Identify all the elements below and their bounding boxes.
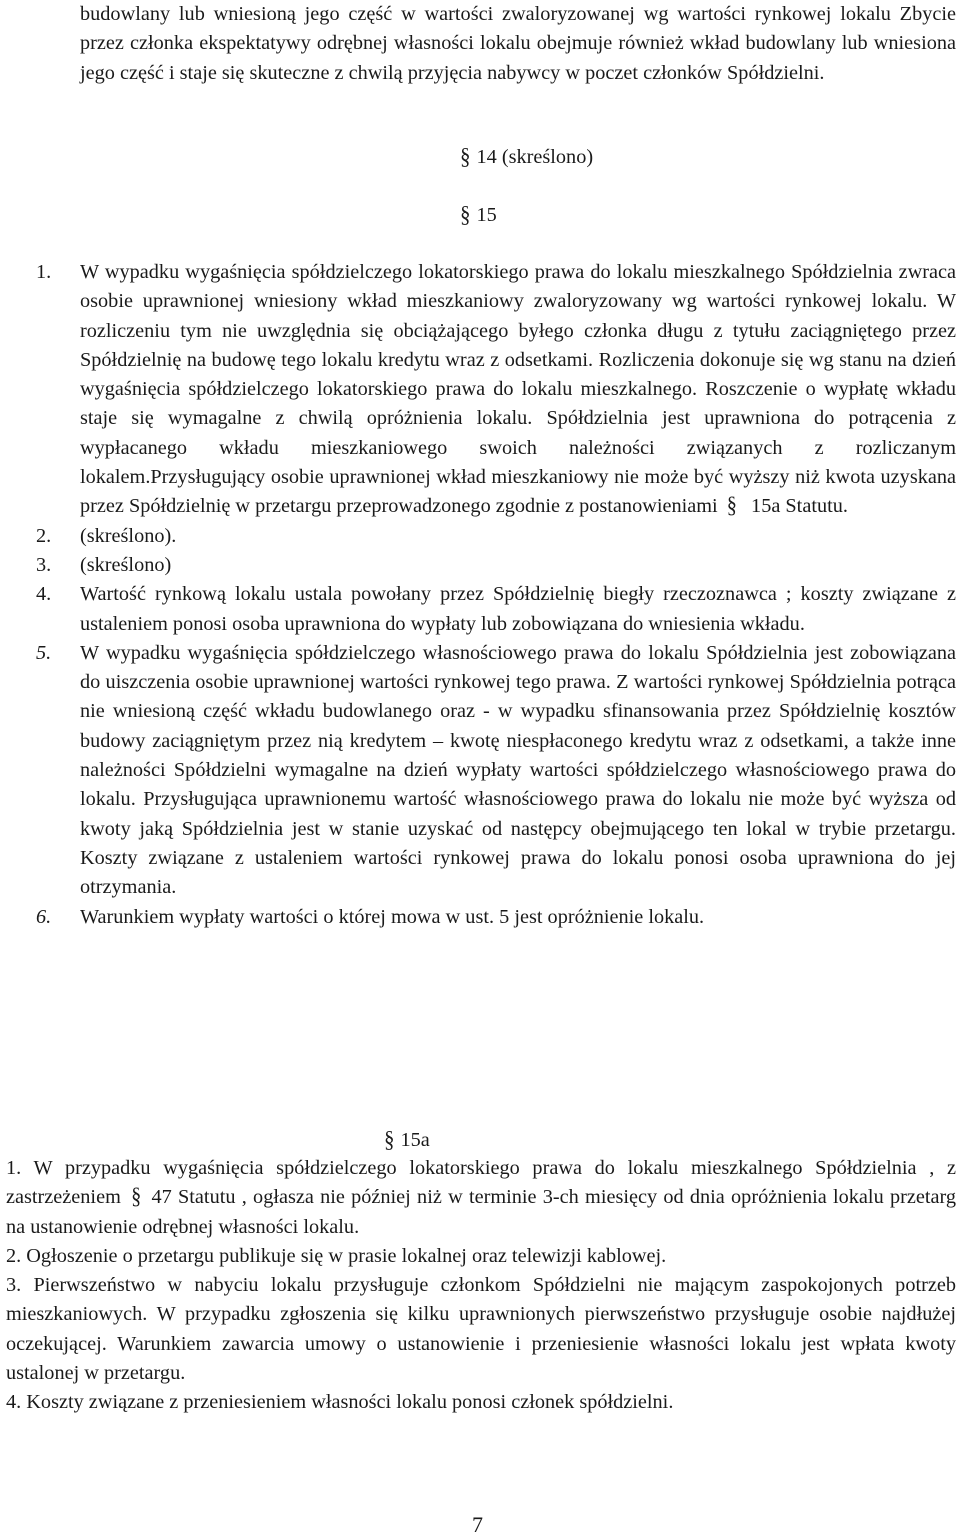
section-15-label: 15 xyxy=(476,204,497,226)
section-sign: § xyxy=(726,493,737,519)
list-item xyxy=(36,580,956,639)
item-number: 5. xyxy=(36,641,52,664)
page-number: 7 xyxy=(472,1512,483,1537)
section-15a-paragraph-3: 3. Pierwszeństwo w nabyciu lokalu przysługuje członkom Spółdzielni nie mającym zaspokojonych potrzeb mieszkaniowych. W przypadku zgłoszenia się kilku uprawnionych pierwszeństwo przysługuje osobie najdłużej oczekującej. Warunkiem zawarcia umowy o ustanowienie i przeniesienie własności lokalu jest wpłata kwoty ustalonej w przetargu. xyxy=(6,1274,956,1385)
section-sign: § xyxy=(131,1184,142,1210)
item-text: W wypadku wygaśnięcia spółdzielczego własnościowego prawa do lokalu Spółdzielnia jest zobowiązana do uiszczenia osobie uprawnionej wartości rynkowej tego prawa. Z wartości rynkowej Spółdzielnia potrąca nie wniesioną część wkładu budowlanego oraz - w wypadku sfinansowania przez Spółdzielnię kosztów budowy zaciągniętym przez nią kredytem – kwotę niespłaconego kredytu wraz z odsetkami, a także inne należności Spółdzielni wymagalne na dzień wypłaty wartości spółdzielczego własnościowego prawa do lokalu. Przysługująca uprawnionemu wartość własnościowego prawa do lokalu nie może być wyższa od kwoty jaką Spółdzielnia jest w stanie uzyskać od następcy obejmującego ten lokal w trybie przetargu. Koszty związane z ustaleniem wartości rynkowej prawa do lokalu ponosi osoba uprawniona do jej otrzymania. xyxy=(80,641,956,899)
item-number: 2. xyxy=(36,524,52,547)
intro-paragraph: budowlany lub wniesioną jego część w wartości zwaloryzowanej wg wartości rynkowej lokalu Zbycie przez członka ekspektatywy odrębnej własności lokalu obejmuje również wkład budowlany lub wniesiona jego część i staje się skuteczne z chwilą przyjęcia nabywcy w poczet członków Spółdzielni. xyxy=(80,3,956,84)
section-15a-label: 15a xyxy=(400,1129,430,1151)
list-item xyxy=(36,639,956,903)
list-item xyxy=(36,903,956,932)
list-item xyxy=(36,522,956,551)
section-14-label: 14 (skreślono) xyxy=(476,146,594,168)
section-15a-paragraph-4: 4. Koszty związane z przeniesieniem własności lokalu ponosi członek spółdzielni. xyxy=(6,1391,674,1414)
section-15-list xyxy=(36,258,956,932)
item-text: W wypadku wygaśnięcia spółdzielczego lokatorskiego prawa do lokalu mieszkalnego Spółdzielnia zwraca osobie uprawnionej wniesiony wkład mieszkaniowy zwaloryzowany wg wartości rynkowej lokalu. W rozliczeniu tym nie uwzględnia się obciążającego byłego członka długu z tytułu zaciągniętego przez Spółdzielnię na budowę tego lokalu kredytu wraz z odsetkami. Rozliczenia dokonuje się wg stanu na dzień wygaśnięcia spółdzielczego lokatorskiego prawa do lokalu mieszkalnego. Roszczenie o wypłatę wkładu staje się wymagalne z chwilą opróżnienia lokalu. Spółdzielnia jest uprawniona do potrącenia z wypłacanego wkładu mieszkaniowego swoich należności związanych z rozliczanym lokalem.Przysługujący osobie uprawnionej wkład mieszkaniowy nie może być wyższy niż kwota uzyskana przez Spółdzielnię w przetargu przeprowadzonego zgodnie z postanowieniami § 15a Statutu. xyxy=(80,258,956,522)
section-15a-body xyxy=(6,1154,956,1418)
section-15a-heading xyxy=(384,1125,430,1155)
section-sign: § xyxy=(460,200,471,228)
section-14-heading xyxy=(460,142,593,172)
list-item xyxy=(36,551,956,580)
item-text: (skreślono). xyxy=(80,524,177,547)
section-15-heading xyxy=(460,200,497,230)
section-15a-paragraph-1: 1. W przypadku wygaśnięcia spółdzielczego lokatorskiego prawa do lokalu mieszkalnego Spółdzielnia , z zastrzeżeniem § 47 Statutu , ogłasza nie później niż w terminie 3-ch miesięcy od dnia opróżnienia lokalu przetarg na ustanowienie odrębnej własności lokalu. xyxy=(6,1157,957,1238)
item-number: 4. xyxy=(36,583,52,606)
item-text: Warunkiem wypłaty wartości o której mowa w ust. 5 jest opróżnienie lokalu. xyxy=(80,905,705,928)
section-sign: § xyxy=(460,142,471,170)
item-text: (skreślono) xyxy=(80,553,172,576)
section-sign: § xyxy=(384,1125,395,1153)
item-number: 6. xyxy=(36,905,52,928)
list-item xyxy=(36,258,956,522)
item-number: 3. xyxy=(36,553,52,576)
section-15a-paragraph-2: 2. Ogłoszenie o przetargu publikuje się w prasie lokalnej oraz telewizji kablowej. xyxy=(6,1244,667,1267)
item-text: Wartość rynkową lokalu ustala powołany przez Spółdzielnię biegły rzeczoznawca ; koszty związane z ustaleniem ponosi osoba uprawniona do wypłaty lub zobowiązana do wniesienia wkładu. xyxy=(80,583,956,635)
item-number: 1. xyxy=(36,261,52,283)
item-reference: 15a Statutu. xyxy=(751,495,848,518)
